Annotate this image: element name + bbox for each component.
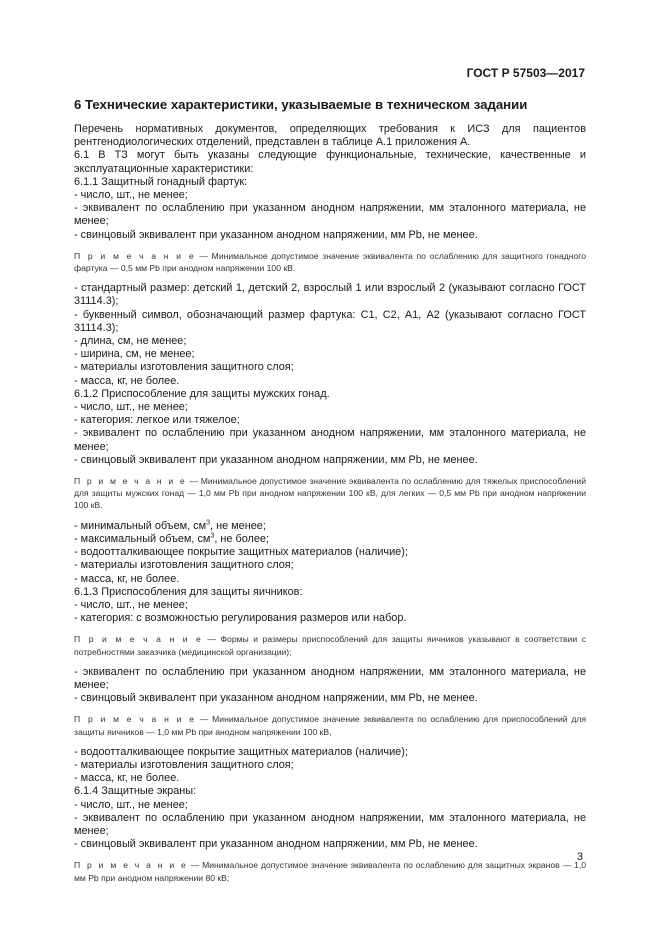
page-number: 3: [576, 851, 583, 863]
note-label: П р и м е ч а н и е: [74, 476, 187, 487]
clause-6-1: 6.1 В ТЗ могут быть указаны следующие функциональные, технические, качественные и эксплуатационные характеристики:: [74, 149, 586, 175]
clause-6-1-3: 6.1.3 Приспособления для защиты яичников:: [74, 585, 303, 598]
list-item: - число, шт., не менее;: [74, 401, 188, 414]
list-item: - свинцовый эквивалент при указанном анодном напряжении, мм Pb, не менее.: [74, 228, 478, 241]
list-item: - масса, кг, не более.: [74, 772, 180, 785]
note-label: П р и м е ч а н и е: [74, 250, 196, 261]
list-item: - эквивалент по ослаблению при указанном анодном напряжении, мм эталонного материала, не менее;: [74, 202, 586, 228]
note: [74, 713, 586, 737]
note-text: — Минимальное допустимое значение эквивалента по ослаблению для защитных экранов — 1,0 мм Pb при анодном напряжении 80 кВ;: [74, 860, 587, 883]
list-item: [74, 533, 586, 546]
superscript: 3: [210, 532, 215, 540]
note-text: — Минимальное допустимое значение эквивалента по ослаблению для тяжелых приспособлений для защиты мужских гонад — 1,0 мм Pb при анодном напряжении 100 кВ, для легких — 0,5 мм Pb при анодном напряжении 100 кВ.: [74, 476, 586, 511]
list-item: - материалы изготовления защитного слоя;: [74, 559, 294, 572]
note-text: — Минимальное допустимое значение эквивалента по ослаблению для защитного гонадного фартука — 0,5 мм Pb при анодном напряжении 100 кВ.: [74, 250, 587, 274]
list-item: - масса, кг, не более.: [74, 572, 180, 585]
list-item: - свинцовый эквивалент при указанном анодном напряжении, мм Pb, не менее.: [74, 692, 478, 705]
clause-6-1-1: 6.1.1 Защитный гонадный фартук:: [74, 175, 248, 188]
list-item: [74, 520, 586, 533]
note-text: — Формы и размеры приспособлений для защиты яичников указывают в соответствии с потребностями заказчика (медицинской организации);: [74, 634, 586, 657]
list-item: - водоотталкивающее покрытие защитных материалов (наличие);: [74, 546, 408, 559]
list-item: - материалы изготовления защитного слоя;: [74, 361, 294, 374]
list-item: - эквивалент по ослаблению при указанном анодном напряжении, мм эталонного материала, не менее;: [74, 665, 586, 691]
note-label: П р и м е ч а н и е: [74, 634, 203, 645]
intro-paragraph: Перечень нормативных документов, определяющих требования к ИСЗ для пациентов рентгенодиологических отделений, представлен в таблице А.1 приложения А.: [74, 123, 586, 149]
list-item: - эквивалент по ослаблению при указанном анодном напряжении, мм эталонного материала, не менее;: [74, 427, 586, 453]
list-item: - число, шт., не менее;: [74, 798, 188, 811]
clause-6-1-4: 6.1.4 Защитные экраны:: [74, 785, 197, 798]
list-item: - категория: легкое или тяжелое;: [74, 414, 240, 427]
list-item-text: - максимальный объем, см: [74, 532, 211, 545]
list-item: - масса, кг, не более.: [74, 374, 180, 387]
list-item: - свинцовый эквивалент при указанном анодном напряжении, мм Pb, не менее.: [74, 838, 478, 851]
document-id: ГОСТ Р 57503—2017: [466, 66, 585, 80]
superscript: 3: [206, 519, 211, 527]
list-item: - стандартный размер: детский 1, детский 2, взрослый 1 или взрослый 2 (указывают согласно ГОСТ 31114.3);: [74, 282, 586, 308]
note-text: — Минимальное допустимое значение эквивалента по ослаблению для приспособлений для защиты яичников — 1,0 мм Pb при анодном напряжении 100 кВ,: [74, 714, 587, 737]
section-title: 6 Технические характеристики, указываемые в техническом задании: [74, 97, 528, 112]
list-item: - эквивалент по ослаблению при указанном анодном напряжении, мм эталонного материала, не менее;: [74, 811, 586, 837]
note: [74, 475, 586, 512]
list-item: - буквенный символ, обозначающий размер фартука: С1, С2, А1, А2 (указывают согласно ГОСТ 31114.3);: [74, 308, 586, 334]
list-item: - водоотталкивающее покрытие защитных материалов (наличие);: [74, 745, 408, 758]
list-item: - число, шт., не менее;: [74, 598, 188, 611]
list-item-text: , не менее;: [210, 519, 266, 532]
list-item: - ширина, см, не менее;: [74, 348, 195, 361]
note: [74, 250, 586, 274]
list-item: - материалы изготовления защитного слоя;: [74, 758, 294, 771]
section-body: [74, 123, 586, 892]
note-label: П р и м е ч а н и е: [74, 714, 196, 725]
list-item: - длина, см, не менее;: [74, 335, 187, 348]
list-item: - число, шт., не менее;: [74, 189, 188, 202]
list-item-text: , не более;: [214, 532, 270, 545]
list-item-text: - минимальный объем, см: [74, 519, 207, 532]
list-item: - свинцовый эквивалент при указанном анодном напряжении, мм Pb, не менее.: [74, 453, 478, 466]
clause-6-1-2: 6.1.2 Приспособление для защиты мужских гонад.: [74, 387, 330, 400]
note: [74, 859, 586, 883]
list-item: - категория: с возможностью регулирования размеров или набор.: [74, 612, 407, 625]
note: [74, 633, 586, 657]
note-label: П р и м е ч а н и е: [74, 860, 188, 871]
